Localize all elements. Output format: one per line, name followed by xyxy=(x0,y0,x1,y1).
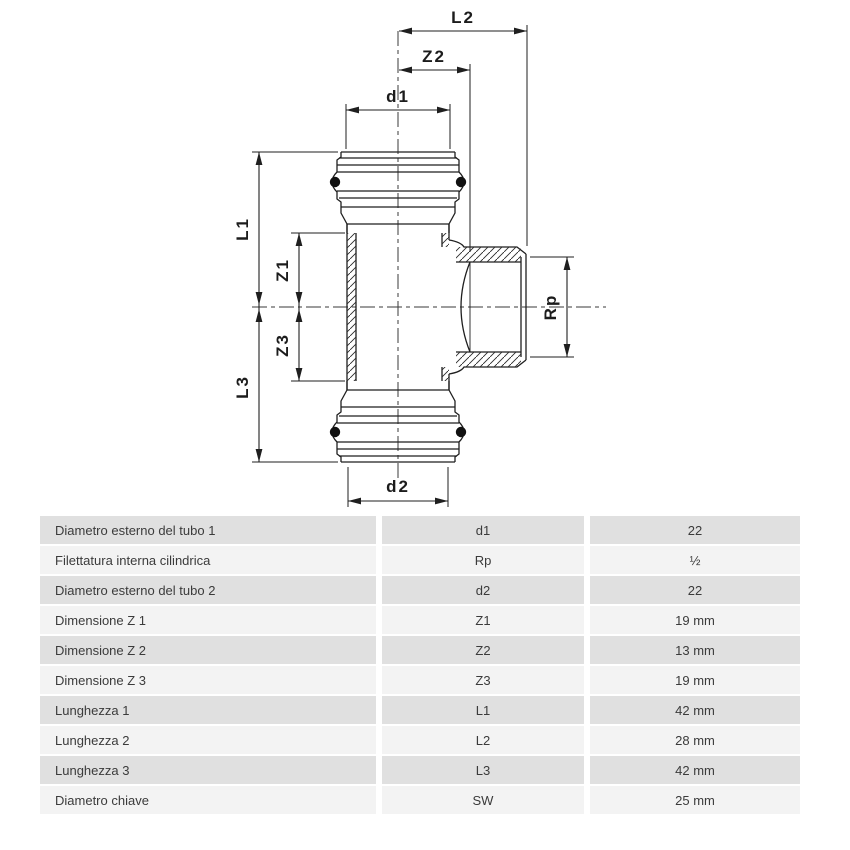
spec-name: Filettatura interna cilindrica xyxy=(40,546,376,574)
table-row xyxy=(40,666,800,694)
dimension-label-z2: Z2 xyxy=(422,47,446,66)
spec-symbol: L3 xyxy=(382,756,584,784)
table-row xyxy=(40,636,800,664)
spec-name: Lunghezza 1 xyxy=(40,696,376,724)
dimension-label-rp: Rp xyxy=(541,293,560,321)
dimension-label-d2: d2 xyxy=(386,477,410,496)
spec-value: ½ xyxy=(590,546,800,574)
dimension-label-z3: Z3 xyxy=(273,333,292,357)
spec-symbol: d1 xyxy=(382,516,584,544)
dimension-label-d1: d1 xyxy=(386,87,410,106)
dimension-label-l2: L2 xyxy=(451,8,475,27)
spec-symbol: L1 xyxy=(382,696,584,724)
spec-value: 28 mm xyxy=(590,726,800,754)
spec-value: 13 mm xyxy=(590,636,800,664)
table-row xyxy=(40,756,800,784)
spec-value: 42 mm xyxy=(590,696,800,724)
spec-symbol: d2 xyxy=(382,576,584,604)
spec-value: 25 mm xyxy=(590,786,800,814)
dimension-l2 xyxy=(399,8,527,246)
table-row xyxy=(40,516,800,544)
table-row xyxy=(40,576,800,604)
spec-value: 22 xyxy=(590,576,800,604)
spec-symbol: Z3 xyxy=(382,666,584,694)
dimension-label-l1: L1 xyxy=(233,217,252,241)
table-row xyxy=(40,546,800,574)
spec-name: Diametro esterno del tubo 2 xyxy=(40,576,376,604)
centerlines xyxy=(252,31,606,478)
spec-name: Diametro chiave xyxy=(40,786,376,814)
spec-symbol: Rp xyxy=(382,546,584,574)
spec-symbol: L2 xyxy=(382,726,584,754)
spec-value: 22 xyxy=(590,516,800,544)
spec-symbol: SW xyxy=(382,786,584,814)
spec-value: 19 mm xyxy=(590,666,800,694)
spec-symbol: Z2 xyxy=(382,636,584,664)
spec-name: Dimensione Z 3 xyxy=(40,666,376,694)
spec-value: 19 mm xyxy=(590,606,800,634)
table-row xyxy=(40,726,800,754)
table-row xyxy=(40,606,800,634)
spec-name: Diametro esterno del tubo 1 xyxy=(40,516,376,544)
spec-name: Lunghezza 3 xyxy=(40,756,376,784)
spec-name: Dimensione Z 1 xyxy=(40,606,376,634)
spec-symbol: Z1 xyxy=(382,606,584,634)
dimension-z2 xyxy=(399,47,470,252)
table-row xyxy=(40,786,800,814)
dimension-label-l3: L3 xyxy=(233,375,252,399)
specification-table xyxy=(40,516,800,816)
spec-name: Lunghezza 2 xyxy=(40,726,376,754)
table-row xyxy=(40,696,800,724)
spec-value: 42 mm xyxy=(590,756,800,784)
spec-name: Dimensione Z 2 xyxy=(40,636,376,664)
dimension-label-z1: Z1 xyxy=(273,258,292,282)
